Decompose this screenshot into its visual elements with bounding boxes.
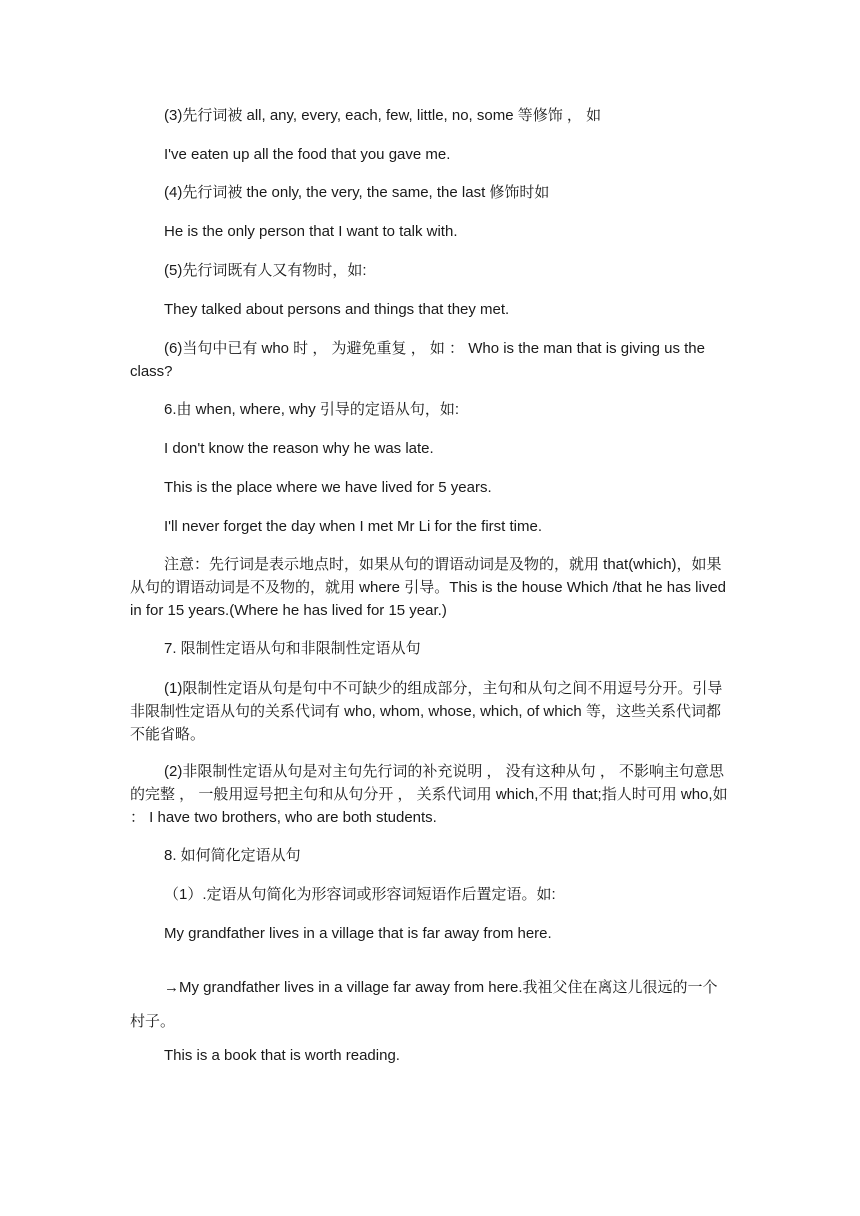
example-sentence: I don't know the reason why he was late. [164,440,434,457]
example-sentence: They talked about persons and things that they met. [164,301,510,318]
example-sentence: I've eaten up all the food that you gave me. [164,146,451,163]
note-paragraph: 注意：先行词是表示地点时，如果从句的谓语动词是及物的，就用 that(which)，如果从句的谓语动词是不及物的，就用 where 引导。This is the house Which /that he has lived in for 15 years.(Where he has lived for 15 year.) [130,556,727,619]
section-7-heading: 7. 限制性定语从句和非限制性定语从句 [164,640,421,657]
section-8-heading: 8. 如何简化定语从句 [164,847,301,864]
subsection-1-heading: （1）.定语从句简化为形容词或形容词短语作后置定语。如: [164,886,556,903]
example-sentence: I'll never forget the day when I met Mr Li for the first time. [164,518,543,535]
simplified-example: →My grandfather lives in a village far away from here.我祖父住在离这儿很远的一个村子。 [130,979,718,1030]
paragraph-restrictive: (1)限制性定语从句是句中不可缺少的组成部分，主句和从句之间不用逗号分开。引导非限制性定语从句的关系代词有 who, whom, whose, which, of which 等，这些关系代词都不能省略。 [130,680,723,743]
paragraph-6-who-repeat: (6)当句中已有 who 时 ， 为避免重复 ， 如 ： Who is the man that is giving us the class? [130,340,705,380]
paragraph-3-premodifiers: (3)先行词被 all, any, every, each, few, little, no, some 等修饰 ， 如 [164,107,602,124]
paragraph-nonrestrictive: (2)非限制性定语从句是对主句先行词的补充说明 ， 没有这种从句 ， 不影响主句意思的完整 ， 一般用逗号把主句和从句分开 ， 关系代词用 which,不用 that;指人时可用 who,如 ： I have two brothers, who are both students. [130,763,728,826]
example-sentence: This is the place where we have lived for 5 years. [164,479,492,496]
section-6-heading: 6.由 when, where, why 引导的定语从句，如: [164,401,460,418]
example-sentence: He is the only person that I want to talk with. [164,223,458,240]
example-sentence: This is a book that is worth reading. [164,1047,400,1064]
paragraph-4-only-very: (4)先行词被 the only, the very, the same, the last 修饰时如 [164,184,550,201]
paragraph-5-people-things: (5)先行词既有人又有物时，如: [164,262,367,279]
example-sentence: My grandfather lives in a village that is far away from here. [164,925,552,942]
